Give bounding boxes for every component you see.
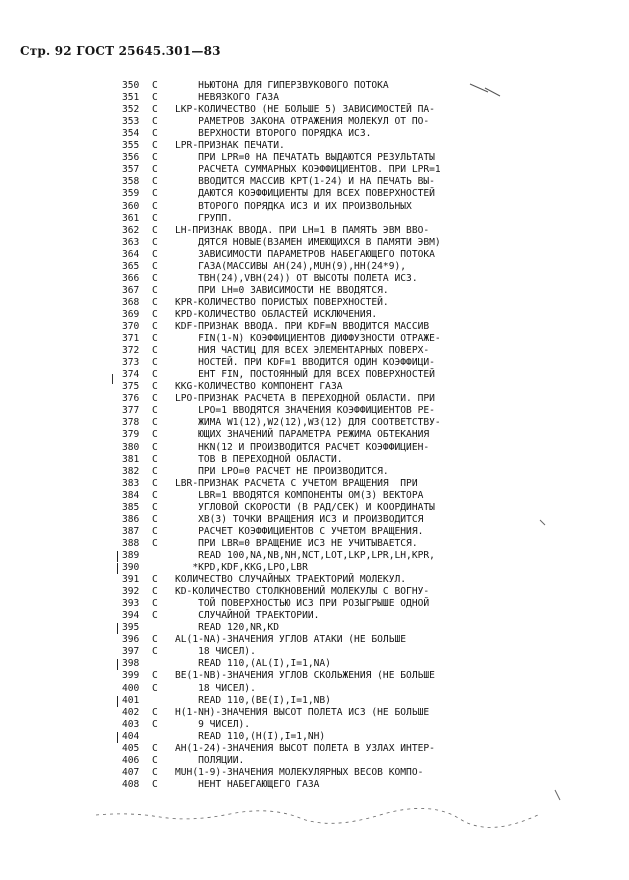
line-text: *KPD,KDF,KKG,LPO,LBR — [175, 562, 308, 573]
comment-flag: C — [152, 405, 158, 417]
code-line — [0, 321, 629, 333]
code-line — [0, 622, 629, 634]
code-line — [0, 261, 629, 273]
code-line — [0, 176, 629, 188]
line-number: 380 — [122, 441, 140, 453]
code-line — [0, 646, 629, 658]
line-number: 394 — [122, 610, 140, 622]
line-number: 401 — [122, 694, 140, 706]
line-text: ЮЩИХ ЗНАЧЕНИЙ ПАРАМЕТРА РЕЖИМА ОБТЕКАНИЯ — [175, 429, 430, 441]
line-text: ПРИ LPR=0 НА ПЕЧАТАТЬ ВЫДАЮТСЯ РЕЗУЛЬТАТЫ — [175, 152, 435, 164]
code-line — [0, 273, 629, 285]
line-number: 368 — [122, 296, 140, 308]
comment-flag: C — [152, 308, 158, 320]
line-text: ПРИ LBR=0 ВРАЩЕНИЕ ИСЗ НЕ УЧИТЫВАЕТСЯ. — [175, 537, 418, 549]
line-number: 382 — [122, 465, 140, 477]
line-text: НЕВЯЗКОГО ГАЗА — [175, 92, 279, 104]
line-number: 388 — [122, 537, 140, 549]
code-line — [0, 128, 629, 140]
line-text: ГАЗА(МАССИВЫ AH(24),MUH(9),HH(24*9), — [175, 260, 407, 272]
code-line — [0, 538, 629, 550]
line-text: XB(3) ТОЧКИ ВРАЩЕНИЯ ИСЗ И ПРОИЗВОДИТСЯ — [175, 513, 424, 525]
comment-flag: C — [152, 598, 158, 610]
code-line — [0, 658, 629, 670]
comment-flag: C — [152, 284, 158, 296]
line-text: ЕНТ FIN, ПОСТОЯННЫЙ ДЛЯ ВСЕХ ПОВЕРХНОСТЕЙ — [175, 369, 435, 381]
line-number: 377 — [122, 405, 140, 417]
comment-flag: C — [152, 357, 158, 369]
code-line — [0, 719, 629, 731]
line-text: KDF-ПРИЗНАК ВВОДА. ПРИ KDF=N ВВОДИТСЯ МАССИВ — [175, 321, 430, 332]
line-number: 366 — [122, 272, 140, 284]
code-line — [0, 297, 629, 309]
line-text: ТОВ В ПЕРЕХОДНОЙ ОБЛАСТИ. — [175, 453, 343, 465]
change-bar — [117, 696, 118, 707]
comment-flag: C — [152, 200, 158, 212]
line-number: 386 — [122, 513, 140, 525]
line-number: 359 — [122, 188, 140, 200]
line-number: 357 — [122, 164, 140, 176]
comment-flag: C — [152, 128, 158, 140]
code-line — [0, 454, 629, 466]
comment-flag: C — [152, 682, 158, 694]
line-number: 385 — [122, 501, 140, 513]
line-number: 363 — [122, 236, 140, 248]
line-number: 402 — [122, 706, 140, 718]
line-text: LKP-КОЛИЧЕСТВО (НЕ БОЛЬШЕ 5) ЗАВИСИМОСТЕЙ ПА- — [175, 104, 435, 116]
code-line — [0, 634, 629, 646]
line-text: 18 ЧИСЕЛ). — [175, 646, 256, 658]
comment-flag: C — [152, 706, 158, 718]
line-text: ДЯТСЯ НОВЫЕ(ВЗАМЕН ИМЕЮЩИХСЯ В ПАМЯТИ ЭВМ) — [175, 236, 441, 248]
code-line — [0, 237, 629, 249]
line-text: РАМЕТРОВ ЗАКОНА ОТРАЖЕНИЯ МОЛЕКУЛ ОТ ПО- — [175, 116, 430, 128]
comment-flag: C — [152, 646, 158, 658]
line-number: 360 — [122, 200, 140, 212]
change-bar — [117, 551, 118, 562]
code-line — [0, 670, 629, 682]
code-line — [0, 225, 629, 237]
line-number: 378 — [122, 417, 140, 429]
line-text: ГРУПП. — [175, 212, 233, 224]
code-line — [0, 309, 629, 321]
line-number: 361 — [122, 212, 140, 224]
code-line — [0, 478, 629, 490]
margin-mark — [112, 374, 113, 384]
comment-flag: C — [152, 574, 158, 586]
line-text: BE(1-NB)-ЗНАЧЕНИЯ УГЛОВ СКОЛЬЖЕНИЯ (НЕ БОЛЬШЕ — [175, 670, 435, 682]
line-text: LPO-ПРИЗНАК РАСЧЕТА В ПЕРЕХОДНОЙ ОБЛАСТИ. ПРИ — [175, 393, 435, 405]
change-bar — [117, 659, 118, 670]
comment-flag: C — [152, 489, 158, 501]
comment-flag: C — [152, 152, 158, 164]
comment-flag: C — [152, 236, 158, 248]
line-number: 381 — [122, 453, 140, 465]
line-number: 407 — [122, 766, 140, 778]
page-header: Стр. 92 ГОСТ 25645.301—83 — [20, 44, 221, 58]
line-text: ЗАВИСИМОСТИ ПАРАМЕТРОВ НАБЕГАЮЩЕГО ПОТОКА — [175, 248, 435, 260]
code-line — [0, 285, 629, 297]
comment-flag: C — [152, 381, 158, 393]
code-line — [0, 104, 629, 116]
comment-flag: C — [152, 80, 158, 91]
line-text: HKN(12 И ПРОИЗВОДИТСЯ РАСЧЕТ КОЭФФИЦИЕН- — [175, 441, 430, 453]
line-text: 9 ЧИСЕЛ). — [175, 718, 251, 730]
change-bar — [117, 732, 118, 743]
comment-flag: C — [152, 296, 158, 308]
comment-flag: C — [152, 393, 158, 405]
code-line — [0, 201, 629, 213]
line-number: 365 — [122, 260, 140, 272]
comment-flag: C — [152, 634, 158, 646]
code-line — [0, 369, 629, 381]
line-text: MUH(1-9)-ЗНАЧЕНИЯ МОЛЕКУЛЯРНЫХ ВЕСОВ КОМПО- — [175, 766, 424, 778]
comment-flag: C — [152, 477, 158, 489]
line-text: TBH(24),VBH(24)) ОТ ВЫСОТЫ ПОЛЕТА ИСЗ. — [175, 272, 418, 284]
line-number: 383 — [122, 477, 140, 489]
line-number: 351 — [122, 92, 140, 104]
comment-flag: C — [152, 586, 158, 598]
code-line — [0, 526, 629, 538]
comment-flag: C — [152, 92, 158, 104]
line-number: 369 — [122, 308, 140, 320]
code-line — [0, 490, 629, 502]
code-line — [0, 683, 629, 695]
code-line — [0, 393, 629, 405]
code-line — [0, 345, 629, 357]
code-line — [0, 767, 629, 779]
line-text: ПРИ LH=0 ЗАВИСИМОСТИ НЕ ВВОДЯТСЯ. — [175, 284, 389, 296]
line-number: 400 — [122, 682, 140, 694]
code-line — [0, 152, 629, 164]
comment-flag: C — [152, 537, 158, 549]
code-line — [0, 610, 629, 622]
code-line — [0, 188, 629, 200]
code-line — [0, 140, 629, 152]
line-text: УГЛОВОЙ СКОРОСТИ (В РАД/СЕК) И КООРДИНАТЫ — [175, 501, 435, 513]
line-number: 387 — [122, 525, 140, 537]
code-line — [0, 550, 629, 562]
code-line — [0, 417, 629, 429]
line-number: 395 — [122, 622, 140, 634]
comment-flag: C — [152, 176, 158, 188]
line-number: 367 — [122, 284, 140, 296]
code-line — [0, 80, 629, 92]
line-number: 350 — [122, 80, 140, 91]
code-line — [0, 514, 629, 526]
line-text: LBR=1 ВВОДЯТСЯ КОМПОНЕНТЫ ОМ(3) ВЕКТОРА — [175, 489, 424, 501]
code-line — [0, 116, 629, 128]
code-line — [0, 405, 629, 417]
line-number: 375 — [122, 381, 140, 393]
comment-flag: C — [152, 441, 158, 453]
line-number: 392 — [122, 586, 140, 598]
line-number: 355 — [122, 140, 140, 152]
comment-flag: C — [152, 718, 158, 730]
line-number: 364 — [122, 248, 140, 260]
change-bar — [117, 563, 118, 574]
line-number: 370 — [122, 321, 140, 332]
line-text: ДАЮТСЯ КОЭФФИЦИЕНТЫ ДЛЯ ВСЕХ ПОВЕРХНОСТЕЙ — [175, 188, 435, 200]
line-text: СЛУЧАЙНОЙ ТРАЕКТОРИИ. — [175, 610, 320, 622]
line-text: AL(1-NA)-ЗНАЧЕНИЯ УГЛОВ АТАКИ (НЕ БОЛЬШЕ — [175, 634, 407, 646]
comment-flag: C — [152, 333, 158, 345]
code-line — [0, 598, 629, 610]
comment-flag: C — [152, 778, 158, 790]
code-line — [0, 743, 629, 755]
code-line — [0, 574, 629, 586]
code-line — [0, 731, 629, 743]
line-text: 18 ЧИСЕЛ). — [175, 682, 256, 694]
comment-flag: C — [152, 429, 158, 441]
comment-flag: C — [152, 260, 158, 272]
code-line — [0, 755, 629, 767]
code-line — [0, 213, 629, 225]
line-text: LH-ПРИЗНАК ВВОДА. ПРИ LH=1 В ПАМЯТЬ ЭВМ ВВО- — [175, 224, 430, 236]
comment-flag: C — [152, 224, 158, 236]
comment-flag: C — [152, 417, 158, 429]
line-text: НЕНТ НАБЕГАЮЩЕГО ГАЗА — [175, 778, 320, 790]
line-text: КОЛИЧЕСТВО СЛУЧАЙНЫХ ТРАЕКТОРИЙ МОЛЕКУЛ. — [175, 574, 407, 586]
code-line — [0, 502, 629, 514]
line-text: НИЯ ЧАСТИЦ ДЛЯ ВСЕХ ЭЛЕМЕНТАРНЫХ ПОВЕРХ- — [175, 345, 430, 357]
comment-flag: C — [152, 670, 158, 682]
line-text: FIN(1-N) КОЭФФИЦИЕНТОВ ДИФФУЗНОСТИ ОТРАЖЕ- — [175, 333, 441, 345]
line-text: ПОЛЯЦИИ. — [175, 754, 245, 766]
line-text: ТОЙ ПОВЕРХНОСТЬЮ ИСЗ ПРИ РОЗЫГРЫШЕ ОДНОЙ — [175, 598, 430, 610]
line-text: READ 120,NR,KD — [175, 622, 279, 634]
comment-flag: C — [152, 369, 158, 381]
code-line — [0, 586, 629, 598]
line-text: H(1-NH)-ЗНАЧЕНИЯ ВЫСОТ ПОЛЕТА ИСЗ (НЕ БОЛЬШЕ — [175, 706, 430, 718]
line-text: ВТОРОГО ПОРЯДКА ИСЗ И ИХ ПРОИЗВОЛЬНЫХ — [175, 200, 412, 212]
line-text: ВЕРХНОСТИ ВТОРОГО ПОРЯДКА ИСЗ. — [175, 128, 372, 140]
line-text: LPO=1 ВВОДЯТСЯ ЗНАЧЕНИЯ КОЭФФИЦИЕНТОВ РЕ- — [175, 405, 435, 417]
comment-flag: C — [152, 501, 158, 513]
line-text: KPD-КОЛИЧЕСТВО ОБЛАСТЕЙ ИСКЛЮЧЕНИЯ. — [175, 308, 378, 320]
code-line — [0, 442, 629, 454]
line-number: 393 — [122, 598, 140, 610]
line-text: READ 110,(AL(I),I=1,NA) — [175, 658, 331, 670]
line-number: 374 — [122, 369, 140, 381]
comment-flag: C — [152, 465, 158, 477]
comment-flag: C — [152, 116, 158, 128]
line-text: ЖИМА W1(12),W2(12),W3(12) ДЛЯ СООТВЕТСТВУ- — [175, 417, 441, 429]
code-line — [0, 249, 629, 261]
line-number: 408 — [122, 778, 140, 790]
line-text: KD-КОЛИЧЕСТВО СТОЛКНОВЕНИЙ МОЛЕКУЛЫ С ВОГНУ- — [175, 586, 430, 598]
line-text: РАСЧЕТА СУММАРНЫХ КОЭФФИЦИЕНТОВ. ПРИ LPR=1 — [175, 164, 441, 176]
line-text: READ 100,NA,NB,NH,NCT,LOT,LKP,LPR,LH,KPR, — [175, 549, 435, 561]
line-number: 396 — [122, 634, 140, 646]
comment-flag: C — [152, 104, 158, 116]
code-line — [0, 164, 629, 176]
change-bar — [117, 623, 118, 634]
line-number: 389 — [122, 549, 140, 561]
line-number: 391 — [122, 574, 140, 586]
line-number: 399 — [122, 670, 140, 682]
comment-flag: C — [152, 321, 158, 332]
line-number: 397 — [122, 646, 140, 658]
line-text: READ 110,(BE(I),I=1,NB) — [175, 694, 331, 706]
code-line — [0, 92, 629, 104]
line-number: 352 — [122, 104, 140, 116]
line-text: НЬЮТОНА ДЛЯ ГИПЕРЗВУКОВОГО ПОТОКА — [175, 80, 389, 91]
line-number: 403 — [122, 718, 140, 730]
line-text: ПРИ LPO=0 РАСЧЕТ НЕ ПРОИЗВОДИТСЯ. — [175, 465, 389, 477]
comment-flag: C — [152, 742, 158, 754]
code-line — [0, 466, 629, 478]
comment-flag: C — [152, 188, 158, 200]
line-text: KKG-КОЛИЧЕСТВО КОМПОНЕНТ ГАЗА — [175, 381, 343, 393]
line-number: 376 — [122, 393, 140, 405]
line-number: 372 — [122, 345, 140, 357]
line-number: 371 — [122, 333, 140, 345]
code-line — [0, 357, 629, 369]
line-text: KPR-КОЛИЧЕСТВО ПОРИСТЫХ ПОВЕРХНОСТЕЙ. — [175, 296, 389, 308]
code-line — [0, 695, 629, 707]
comment-flag: C — [152, 525, 158, 537]
comment-flag: C — [152, 754, 158, 766]
comment-flag: C — [152, 766, 158, 778]
code-line — [0, 707, 629, 719]
line-text: LBR-ПРИЗНАК РАСЧЕТА С УЧЕТОМ ВРАЩЕНИЯ ПРИ — [175, 477, 418, 489]
line-text: НОСТЕЙ. ПРИ KDF=1 ВВОДИТСЯ ОДИН КОЭФФИЦИ- — [175, 357, 435, 369]
line-number: 373 — [122, 357, 140, 369]
line-number: 404 — [122, 730, 140, 742]
code-line — [0, 429, 629, 441]
line-number: 384 — [122, 489, 140, 501]
comment-flag: C — [152, 140, 158, 152]
comment-flag: C — [152, 248, 158, 260]
comment-flag: C — [152, 453, 158, 465]
comment-flag: C — [152, 513, 158, 525]
code-line — [0, 333, 629, 345]
comment-flag: C — [152, 610, 158, 622]
comment-flag: C — [152, 345, 158, 357]
line-number: 406 — [122, 754, 140, 766]
line-number: 390 — [122, 562, 140, 573]
line-number: 354 — [122, 128, 140, 140]
line-number: 356 — [122, 152, 140, 164]
line-text: AH(1-24)-ЗНАЧЕНИЯ ВЫСОТ ПОЛЕТА В УЗЛАХ ИНТЕР- — [175, 742, 435, 754]
line-text: LPR-ПРИЗНАК ПЕЧАТИ. — [175, 140, 285, 152]
line-number: 358 — [122, 176, 140, 188]
comment-flag: C — [152, 272, 158, 284]
code-line — [0, 381, 629, 393]
code-line — [0, 562, 629, 574]
code-line — [0, 779, 629, 791]
comment-flag: C — [152, 212, 158, 224]
line-number: 398 — [122, 658, 140, 670]
comment-flag: C — [152, 164, 158, 176]
line-number: 379 — [122, 429, 140, 441]
line-number: 405 — [122, 742, 140, 754]
line-text: РАСЧЕТ КОЭФФИЦИЕНТОВ С УЧЕТОМ ВРАЩЕНИЯ. — [175, 525, 424, 537]
line-text: READ 110,(H(I),I=1,NH) — [175, 730, 326, 742]
line-number: 353 — [122, 116, 140, 128]
line-text: ВВОДИТСЯ МАССИВ KPT(1-24) И НА ПЕЧАТЬ ВЫ- — [175, 176, 435, 188]
line-number: 362 — [122, 224, 140, 236]
